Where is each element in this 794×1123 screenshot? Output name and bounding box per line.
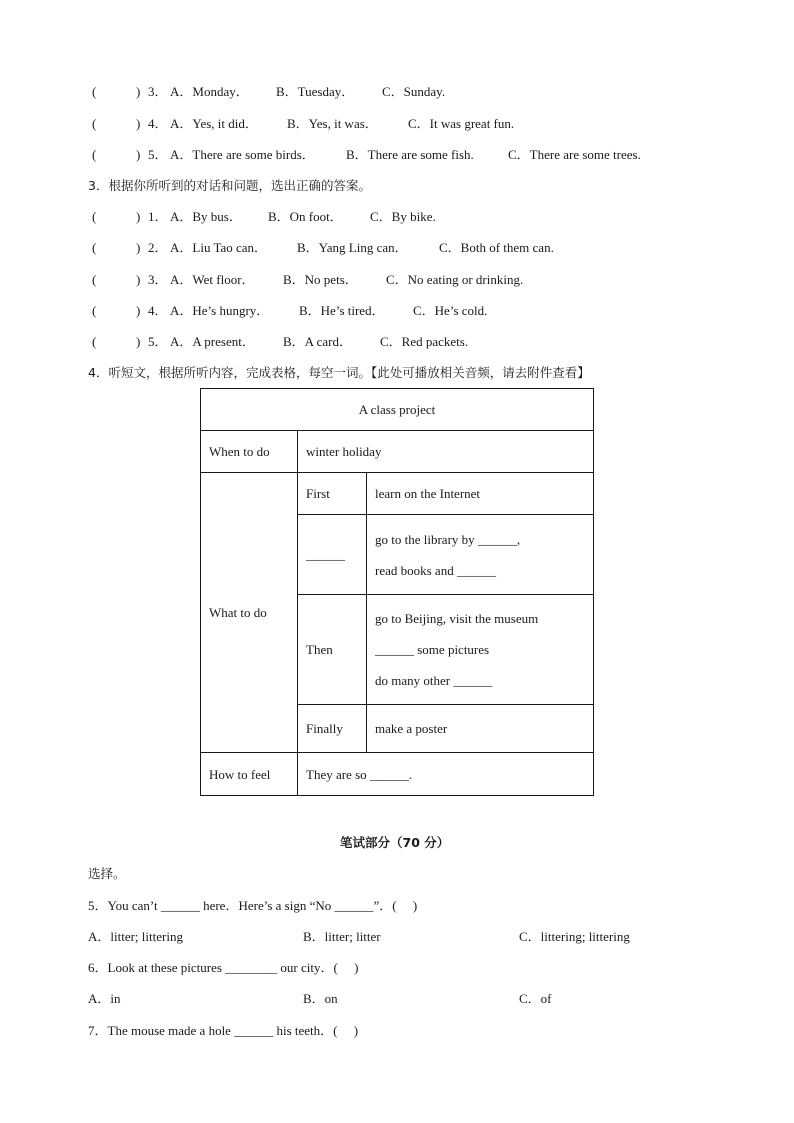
answer-paren-close: ) [136, 334, 141, 349]
what-label: What to do [201, 473, 298, 753]
question-5-stem: 5．You can’t ______ here．Here’s a sign “No ______”．( ) [88, 898, 418, 913]
step2-value [367, 515, 594, 595]
item-number: 3． [148, 84, 168, 99]
option-a: A．He’s hungry． [170, 303, 270, 318]
option-b: B．Yang Ling can． [297, 240, 408, 255]
feel-label: How to feel [201, 753, 298, 796]
answer-paren-open: ( [92, 147, 97, 162]
option-b: B．There are some fish. [346, 147, 474, 162]
option-a: A．Liu Tao can． [170, 240, 268, 255]
answer-paren-close: ) [136, 116, 141, 131]
option-c: C．Red packets. [380, 334, 469, 349]
question-6-option-a: A．in [88, 991, 121, 1006]
answer-paren-open: ( [92, 334, 97, 349]
step1-value: learn on the Internet [367, 473, 594, 515]
section3-heading: 3．根据你所听到的对话和问题，选出正确的答案。 [88, 178, 371, 193]
item-number: 5． [148, 334, 168, 349]
item-number: 5． [148, 147, 168, 162]
item-number: 1． [148, 209, 168, 224]
answer-paren-open: ( [92, 272, 97, 287]
item-number: 4． [148, 116, 168, 131]
option-b: B．No pets． [283, 272, 358, 287]
answer-paren-open: ( [92, 209, 97, 224]
option-a: A．Monday． [170, 84, 249, 99]
option-c: C．It was great fun. [408, 116, 515, 131]
step2-label-blank: ______ [298, 515, 367, 595]
option-a: A．By bus． [170, 209, 242, 224]
option-a: A．There are some birds． [170, 147, 315, 162]
answer-paren-close: ) [136, 240, 141, 255]
feel-value: They are so ______. [298, 753, 594, 796]
option-a: A．A present． [170, 334, 255, 349]
item-number: 3． [148, 272, 168, 287]
answer-paren-open: ( [92, 303, 97, 318]
answer-paren-close: ) [136, 147, 141, 162]
step1-label: First [298, 473, 367, 515]
answer-paren-open: ( [92, 240, 97, 255]
step3-line-2: ______ some pictures [375, 642, 490, 657]
answer-paren-close: ) [136, 209, 141, 224]
question-5-option-a: A．litter; littering [88, 929, 183, 944]
option-b: B．Tuesday． [276, 84, 355, 99]
item-number: 4． [148, 303, 168, 318]
answer-paren-open: ( [92, 84, 97, 99]
when-label: When to do [201, 431, 298, 473]
option-a: A．Wet floor． [170, 272, 255, 287]
step2-line-1: go to the library by ______, [375, 531, 521, 547]
answer-paren-open: ( [92, 116, 97, 131]
question-5-option-b: B．litter; litter [303, 929, 381, 944]
step2-line-2: read books and ______ [375, 562, 496, 578]
written-section-title: 笔试部分（70 分） [340, 835, 450, 850]
option-c: C．No eating or drinking. [386, 272, 524, 287]
question-6-option-c: C．of [519, 991, 552, 1006]
option-b: B．A card． [283, 334, 352, 349]
option-c: C．Both of them can. [439, 240, 554, 255]
step4-label: Finally [298, 705, 367, 753]
question-6-stem: 6．Look at these pictures ________ our city．( ) [88, 960, 359, 975]
step3-line-3: do many other ______ [375, 673, 493, 688]
option-c: C．Sunday. [382, 84, 446, 99]
table-title: A class project [201, 389, 594, 431]
option-a: A．Yes, it did． [170, 116, 258, 131]
item-number: 2． [148, 240, 168, 255]
section4-heading: 4．听短文，根据所听内容，完成表格，每空一词。【此处可播放相关音频，请去附件查看】 [88, 365, 590, 380]
option-b: B．He’s tired． [299, 303, 385, 318]
answer-paren-close: ) [136, 303, 141, 318]
step4-value: make a poster [367, 705, 594, 753]
when-value: winter holiday [298, 431, 594, 473]
option-c: C．By bike. [370, 209, 436, 224]
class-project-table [200, 388, 594, 796]
option-b: B．Yes, it was． [287, 116, 378, 131]
question-6-option-b: B．on [303, 991, 338, 1006]
written-instruction: 选择。 [88, 866, 126, 881]
answer-paren-close: ) [136, 84, 141, 99]
option-c: C．He’s cold. [413, 303, 488, 318]
option-c: C．There are some trees. [508, 147, 641, 162]
option-b: B．On foot． [268, 209, 343, 224]
question-5-option-c: C．littering; littering [519, 929, 630, 944]
step3-value [367, 595, 594, 705]
question-7-stem: 7．The mouse made a hole ______ his teeth．( ) [88, 1023, 359, 1038]
answer-paren-close: ) [136, 272, 141, 287]
step3-label: Then [298, 595, 367, 705]
step3-line-1: go to Beijing, visit the museum [375, 611, 539, 626]
